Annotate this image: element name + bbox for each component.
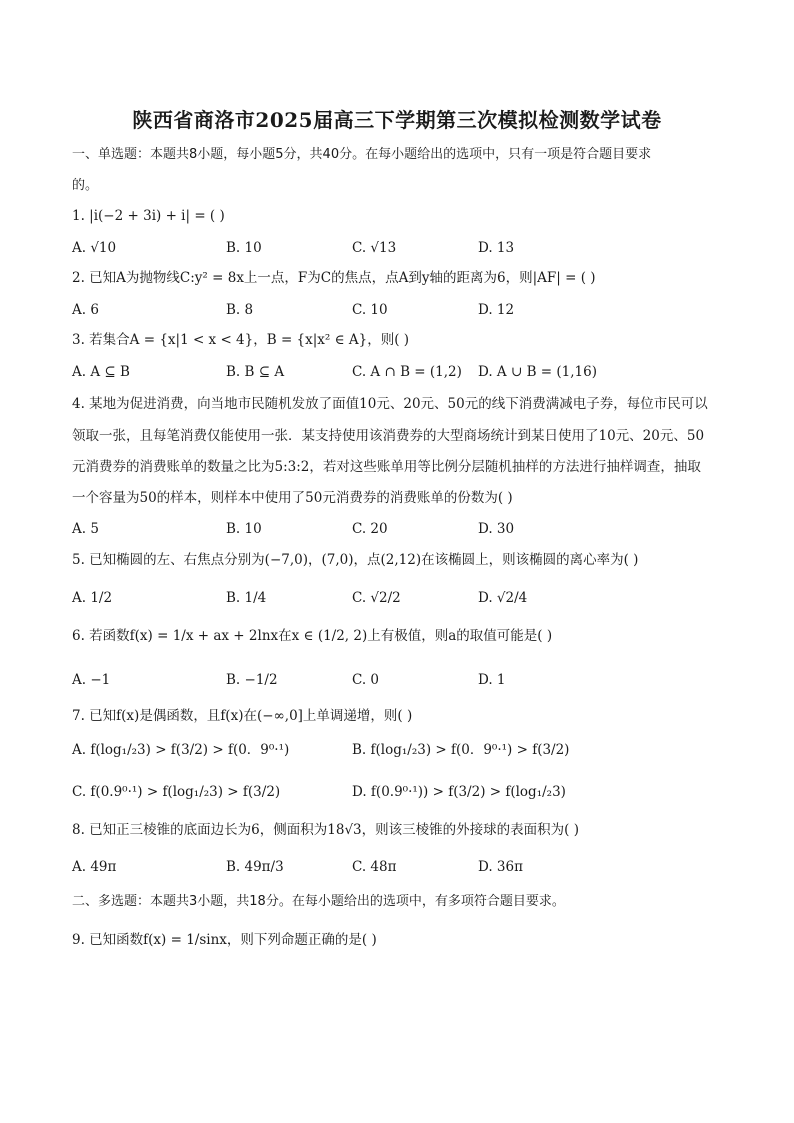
question-7-stem: 7. 已知f(x)是偶函数，且f(x)在(−∞,0]上单调递增，则( ) xyxy=(72,708,413,724)
q2-option-a: A. 6 xyxy=(72,302,99,318)
q3-option-a: A. A ⊆ B xyxy=(72,364,130,380)
q5-option-c: C. √2/2 xyxy=(352,590,401,606)
q3-option-b: B. B ⊆ A xyxy=(226,364,285,380)
q5-option-a: A. 1/2 xyxy=(72,590,113,606)
question-4-stem-line-1: 4. 某地为促进消费，向当地市民随机发放了面值10元、20元、50元的线下消费满减电子券，每位市民可以 xyxy=(72,396,708,412)
question-7-options-row-1 xyxy=(72,740,732,762)
q4-option-c: C. 20 xyxy=(352,521,388,537)
q4-option-b: B. 10 xyxy=(226,521,262,537)
q8-option-a: A. 49π xyxy=(72,859,117,875)
question-4-stem-line-3: 元消费券的消费账单的数量之比为5:3:2，若对这些账单用等比例分层随机抽样的方法进行抽样调查，抽取 xyxy=(72,459,701,475)
question-5-options xyxy=(72,588,732,610)
q7-option-a: A. f(log₁/₂3) > f(3/2) > f(0．9⁰·¹) xyxy=(72,742,290,758)
q7-option-b: B. f(log₁/₂3) > f(0．9⁰·¹) > f(3/2) xyxy=(352,742,570,758)
question-3-stem: 3. 若集合A = {x|1 < x < 4}，B = {x|x² ∈ A}，则( ) xyxy=(72,332,410,348)
question-2-stem: 2. 已知A为抛物线C:y² = 8x上一点，F为C的焦点，点A到y轴的距离为6，则|AF| = ( ) xyxy=(72,270,596,286)
q1-option-c: C. √13 xyxy=(352,240,397,256)
q7-option-d: D. f(0.9⁰·¹)) > f(3/2) > f(log₁/₂3) xyxy=(352,784,566,800)
q4-option-d: D. 30 xyxy=(478,521,515,537)
q2-option-d: D. 12 xyxy=(478,302,515,318)
q3-option-c: C. A ∩ B = (1,2) xyxy=(352,364,462,380)
q5-option-d: D. √2/4 xyxy=(478,590,528,606)
question-8-stem: 8. 已知正三棱锥的底面边长为6，侧面积为18√3，则该三棱锥的外接球的表面积为( ) xyxy=(72,822,579,838)
section-single-choice-heading: 一、单选题：本题共8小题，每小题5分，共40分。在每小题给出的选项中，只有一项是符合题目要求 xyxy=(72,147,652,162)
q3-option-d: D. A ∪ B = (1,16) xyxy=(478,364,597,380)
question-4-stem-line-4: 一个容量为50的样本，则样本中使用了50元消费券的消费账单的份数为( ) xyxy=(72,490,513,506)
q8-option-b: B. 49π/3 xyxy=(226,859,284,875)
q7-option-c: C. f(0.9⁰·¹) > f(log₁/₂3) > f(3/2) xyxy=(72,784,281,800)
q6-option-c: C. 0 xyxy=(352,672,380,688)
question-9-stem: 9. 已知函数f(x) = 1/sinx，则下列命题正确的是( ) xyxy=(72,932,377,948)
question-4-options xyxy=(72,519,732,541)
question-1-options xyxy=(72,238,732,260)
q5-option-b: B. 1/4 xyxy=(226,590,267,606)
question-7-options-row-2 xyxy=(72,782,732,804)
q6-option-a: A. −1 xyxy=(72,672,111,688)
q1-option-a: A. √10 xyxy=(72,240,117,256)
q8-option-c: C. 48π xyxy=(352,859,397,875)
q6-option-d: D. 1 xyxy=(478,672,506,688)
q8-option-d: D. 36π xyxy=(478,859,523,875)
q4-option-a: A. 5 xyxy=(72,521,99,537)
question-5-stem: 5. 已知椭圆的左、右焦点分别为(−7,0)，(7,0)，点(2,12)在该椭圆上，则该椭圆的离心率为( ) xyxy=(72,552,639,568)
q1-option-d: D. 13 xyxy=(478,240,515,256)
question-8-options xyxy=(72,857,732,879)
q2-option-c: C. 10 xyxy=(352,302,388,318)
question-2-options xyxy=(72,300,732,322)
question-4-stem-line-2: 领取一张，且每笔消费仅能使用一张．某支持使用该消费券的大型商场统计到某日使用了10元、20元、50 xyxy=(72,428,705,444)
question-6-stem: 6. 若函数f(x) = 1/x + ax + 2lnx在x ∈ (1/2, 2)上有极值，则a的取值可能是( ) xyxy=(72,628,553,644)
question-6-options xyxy=(72,670,732,692)
q2-option-b: B. 8 xyxy=(226,302,254,318)
section-single-choice-heading-cont: 的。 xyxy=(72,178,99,193)
q1-option-b: B. 10 xyxy=(226,240,262,256)
section-multi-choice-heading: 二、多选题：本题共3小题，共18分。在每小题给出的选项中，有多项符合题目要求。 xyxy=(72,894,565,909)
question-3-options xyxy=(72,362,732,384)
question-1-stem: 1. |i(−2 + 3i) + i| = ( ) xyxy=(72,208,225,224)
page-title: 陕西省商洛市2025届高三下学期第三次模拟检测数学试卷 xyxy=(132,108,662,132)
q6-option-b: B. −1/2 xyxy=(226,672,278,688)
